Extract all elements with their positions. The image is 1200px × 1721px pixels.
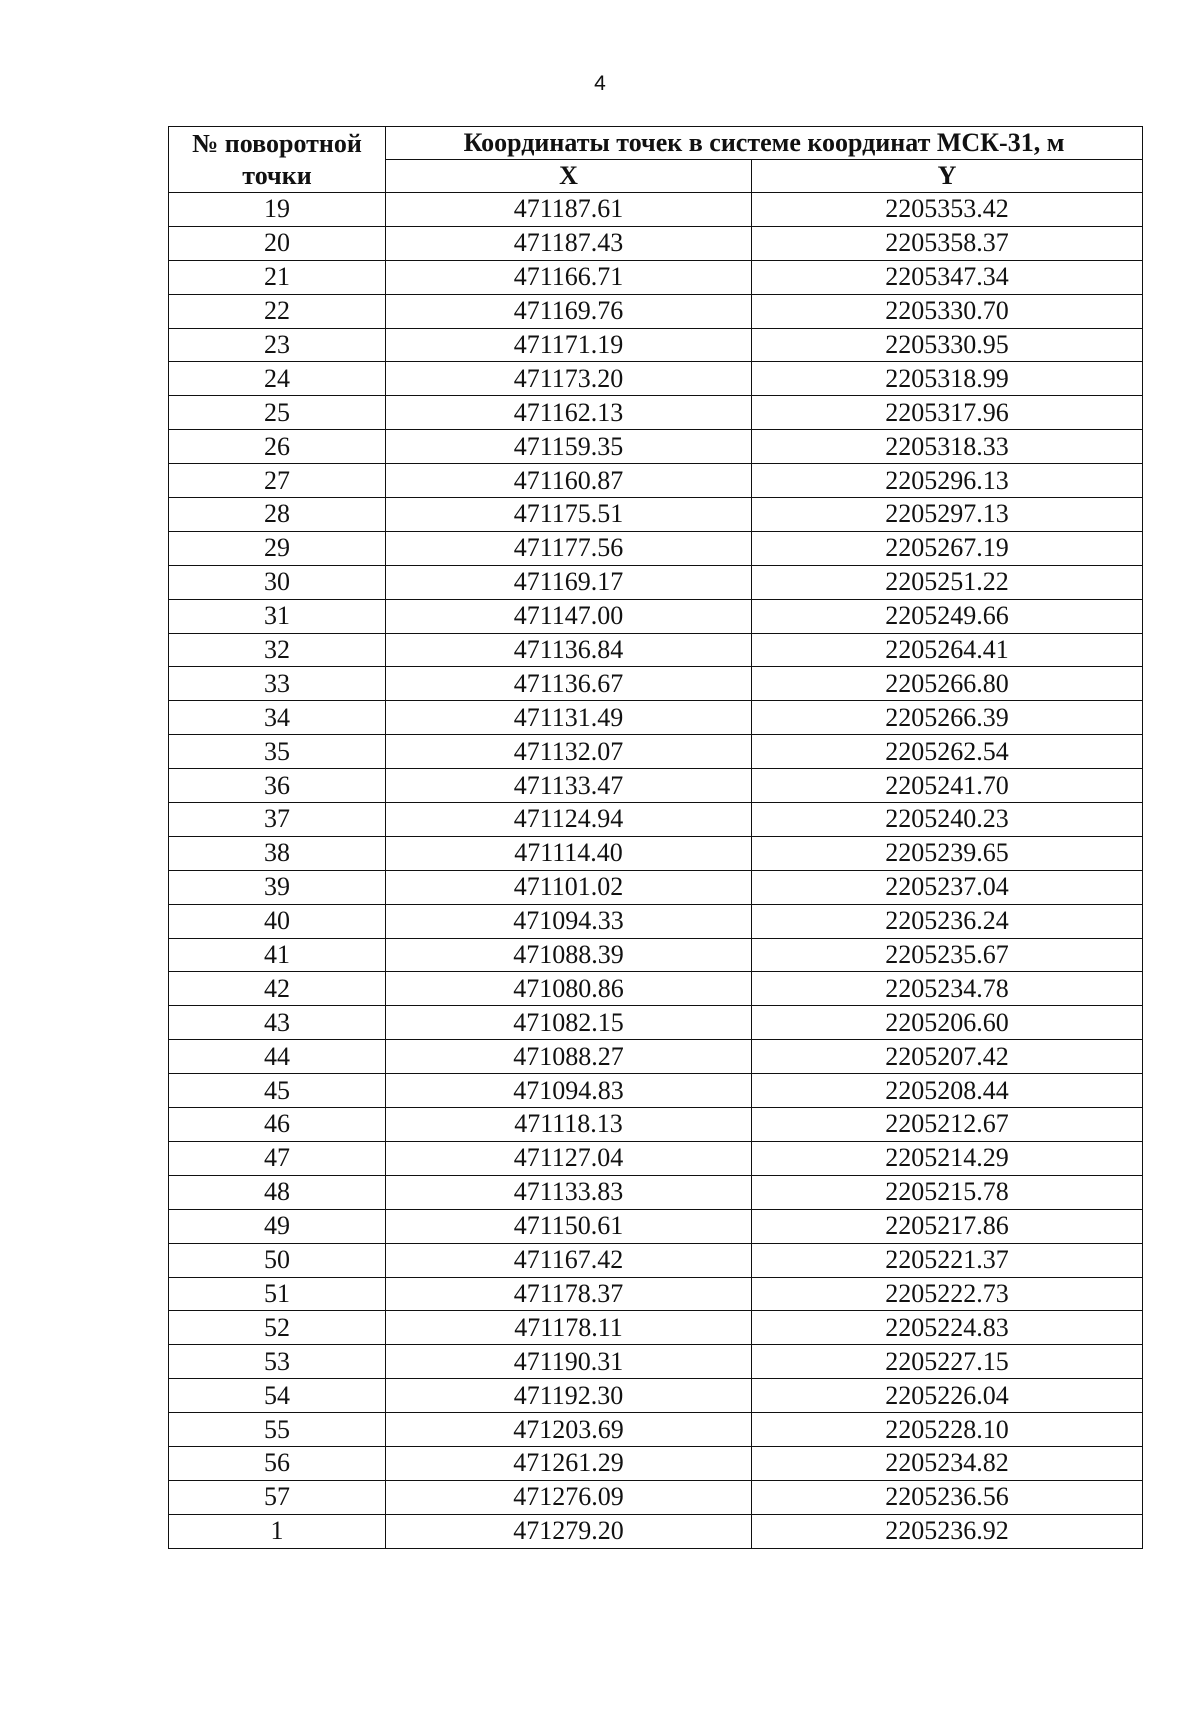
y-coordinate-cell: 2205234.82 bbox=[752, 1446, 1143, 1480]
x-coordinate-cell: 471147.00 bbox=[386, 599, 752, 633]
y-coordinate-cell: 2205239.65 bbox=[752, 836, 1143, 870]
x-coordinate-cell: 471175.51 bbox=[386, 498, 752, 532]
table-row bbox=[169, 803, 1143, 837]
table-row bbox=[169, 498, 1143, 532]
table-row bbox=[169, 1514, 1143, 1548]
point-number-header-line2: точки bbox=[242, 160, 312, 190]
point-number-cell: 46 bbox=[169, 1108, 386, 1142]
table-row bbox=[169, 1413, 1143, 1447]
x-coordinate-cell: 471178.37 bbox=[386, 1277, 752, 1311]
table-row bbox=[169, 599, 1143, 633]
table-row bbox=[169, 226, 1143, 260]
y-coordinate-cell: 2205234.78 bbox=[752, 972, 1143, 1006]
table-row bbox=[169, 904, 1143, 938]
point-number-cell: 29 bbox=[169, 531, 386, 565]
y-coordinate-cell: 2205224.83 bbox=[752, 1311, 1143, 1345]
x-coordinate-cell: 471190.31 bbox=[386, 1345, 752, 1379]
point-number-cell: 1 bbox=[169, 1514, 386, 1548]
point-number-cell: 25 bbox=[169, 396, 386, 430]
x-coordinate-cell: 471187.43 bbox=[386, 226, 752, 260]
y-coordinate-cell: 2205241.70 bbox=[752, 769, 1143, 803]
table-row bbox=[169, 1345, 1143, 1379]
point-number-cell: 56 bbox=[169, 1446, 386, 1480]
point-number-cell: 21 bbox=[169, 260, 386, 294]
point-number-cell: 49 bbox=[169, 1209, 386, 1243]
x-coordinate-cell: 471118.13 bbox=[386, 1108, 752, 1142]
y-coordinate-cell: 2205236.92 bbox=[752, 1514, 1143, 1548]
y-coordinate-cell: 2205215.78 bbox=[752, 1175, 1143, 1209]
y-coordinate-cell: 2205318.99 bbox=[752, 362, 1143, 396]
y-coordinate-cell: 2205249.66 bbox=[752, 599, 1143, 633]
y-coordinate-cell: 2205237.04 bbox=[752, 870, 1143, 904]
y-coordinate-cell: 2205227.15 bbox=[752, 1345, 1143, 1379]
x-coordinate-cell: 471136.67 bbox=[386, 667, 752, 701]
y-coordinate-cell: 2205267.19 bbox=[752, 531, 1143, 565]
point-number-cell: 55 bbox=[169, 1413, 386, 1447]
point-number-cell: 45 bbox=[169, 1074, 386, 1108]
x-coordinate-cell: 471124.94 bbox=[386, 803, 752, 837]
x-coordinate-cell: 471132.07 bbox=[386, 735, 752, 769]
y-coordinate-cell: 2205251.22 bbox=[752, 565, 1143, 599]
table-row bbox=[169, 531, 1143, 565]
table-row bbox=[169, 260, 1143, 294]
point-number-cell: 48 bbox=[169, 1175, 386, 1209]
table-row bbox=[169, 464, 1143, 498]
x-coordinate-cell: 471167.42 bbox=[386, 1243, 752, 1277]
point-number-cell: 27 bbox=[169, 464, 386, 498]
point-number-cell: 42 bbox=[169, 972, 386, 1006]
y-coordinate-cell: 2205226.04 bbox=[752, 1379, 1143, 1413]
point-number-cell: 54 bbox=[169, 1379, 386, 1413]
point-number-cell: 23 bbox=[169, 328, 386, 362]
point-number-cell: 30 bbox=[169, 565, 386, 599]
y-coordinate-cell: 2205222.73 bbox=[752, 1277, 1143, 1311]
table-row bbox=[169, 1209, 1143, 1243]
y-coordinate-cell: 2205297.13 bbox=[752, 498, 1143, 532]
point-number-cell: 51 bbox=[169, 1277, 386, 1311]
x-coordinate-cell: 471171.19 bbox=[386, 328, 752, 362]
table-row bbox=[169, 633, 1143, 667]
x-coordinate-cell: 471080.86 bbox=[386, 972, 752, 1006]
y-coordinate-cell: 2205330.95 bbox=[752, 328, 1143, 362]
header-row-top bbox=[169, 127, 1143, 160]
y-coordinate-cell: 2205206.60 bbox=[752, 1006, 1143, 1040]
table-row bbox=[169, 294, 1143, 328]
table-row bbox=[169, 1175, 1143, 1209]
x-coordinate-cell: 471173.20 bbox=[386, 362, 752, 396]
x-coordinate-cell: 471094.33 bbox=[386, 904, 752, 938]
table-row bbox=[169, 1074, 1143, 1108]
y-coordinate-cell: 2205264.41 bbox=[752, 633, 1143, 667]
table-row bbox=[169, 1141, 1143, 1175]
table-row bbox=[169, 1480, 1143, 1514]
y-coordinate-cell: 2205221.37 bbox=[752, 1243, 1143, 1277]
x-coordinate-cell: 471114.40 bbox=[386, 836, 752, 870]
table-row bbox=[169, 701, 1143, 735]
coordinates-table bbox=[168, 126, 1143, 1549]
x-coordinate-cell: 471192.30 bbox=[386, 1379, 752, 1413]
y-coordinate-cell: 2205262.54 bbox=[752, 735, 1143, 769]
x-coordinate-cell: 471094.83 bbox=[386, 1074, 752, 1108]
x-coordinate-cell: 471178.11 bbox=[386, 1311, 752, 1345]
point-number-cell: 38 bbox=[169, 836, 386, 870]
table-row bbox=[169, 1446, 1143, 1480]
point-number-header bbox=[169, 127, 386, 193]
y-coordinate-cell: 2205240.23 bbox=[752, 803, 1143, 837]
y-coordinate-cell: 2205330.70 bbox=[752, 294, 1143, 328]
table-row bbox=[169, 565, 1143, 599]
point-number-cell: 53 bbox=[169, 1345, 386, 1379]
point-number-cell: 44 bbox=[169, 1040, 386, 1074]
point-number-cell: 20 bbox=[169, 226, 386, 260]
x-coordinate-cell: 471150.61 bbox=[386, 1209, 752, 1243]
x-coordinate-cell: 471261.29 bbox=[386, 1446, 752, 1480]
table-row bbox=[169, 328, 1143, 362]
y-coordinate-cell: 2205217.86 bbox=[752, 1209, 1143, 1243]
x-coordinate-cell: 471177.56 bbox=[386, 531, 752, 565]
y-coordinate-cell: 2205236.24 bbox=[752, 904, 1143, 938]
x-coordinate-cell: 471133.83 bbox=[386, 1175, 752, 1209]
y-coordinate-cell: 2205212.67 bbox=[752, 1108, 1143, 1142]
x-coordinate-cell: 471203.69 bbox=[386, 1413, 752, 1447]
table-row bbox=[169, 193, 1143, 227]
point-number-cell: 32 bbox=[169, 633, 386, 667]
table-header bbox=[169, 127, 1143, 193]
x-coordinate-cell: 471160.87 bbox=[386, 464, 752, 498]
x-coordinate-cell: 471101.02 bbox=[386, 870, 752, 904]
x-coordinate-cell: 471133.47 bbox=[386, 769, 752, 803]
point-number-cell: 57 bbox=[169, 1480, 386, 1514]
x-coordinate-cell: 471088.27 bbox=[386, 1040, 752, 1074]
page-number: 4 bbox=[594, 72, 606, 95]
table-row bbox=[169, 735, 1143, 769]
y-coordinate-cell: 2205236.56 bbox=[752, 1480, 1143, 1514]
x-coordinate-cell: 471159.35 bbox=[386, 430, 752, 464]
point-number-cell: 52 bbox=[169, 1311, 386, 1345]
x-coordinate-cell: 471187.61 bbox=[386, 193, 752, 227]
point-number-cell: 37 bbox=[169, 803, 386, 837]
y-coordinate-cell: 2205358.37 bbox=[752, 226, 1143, 260]
x-coordinate-cell: 471088.39 bbox=[386, 938, 752, 972]
point-number-cell: 50 bbox=[169, 1243, 386, 1277]
point-number-cell: 34 bbox=[169, 701, 386, 735]
y-coordinate-cell: 2205266.39 bbox=[752, 701, 1143, 735]
point-number-cell: 28 bbox=[169, 498, 386, 532]
table-row bbox=[169, 1277, 1143, 1311]
y-coordinate-cell: 2205208.44 bbox=[752, 1074, 1143, 1108]
point-number-cell: 31 bbox=[169, 599, 386, 633]
x-coordinate-cell: 471169.76 bbox=[386, 294, 752, 328]
table-row bbox=[169, 1311, 1143, 1345]
table-body bbox=[169, 193, 1143, 1549]
table-row bbox=[169, 1379, 1143, 1413]
x-coordinate-cell: 471166.71 bbox=[386, 260, 752, 294]
y-coordinate-cell: 2205235.67 bbox=[752, 938, 1143, 972]
point-number-cell: 40 bbox=[169, 904, 386, 938]
table-row bbox=[169, 1243, 1143, 1277]
x-coordinate-cell: 471162.13 bbox=[386, 396, 752, 430]
x-coordinate-cell: 471131.49 bbox=[386, 701, 752, 735]
coordinates-header: Координаты точек в системе координат МСК-31, м bbox=[386, 127, 1143, 160]
y-coordinate-cell: 2205318.33 bbox=[752, 430, 1143, 464]
x-coordinate-cell: 471276.09 bbox=[386, 1480, 752, 1514]
point-number-cell: 33 bbox=[169, 667, 386, 701]
table-row bbox=[169, 667, 1143, 701]
point-number-header-line1: № поворотной bbox=[192, 128, 362, 158]
x-coordinate-cell: 471082.15 bbox=[386, 1006, 752, 1040]
point-number-cell: 35 bbox=[169, 735, 386, 769]
table-row bbox=[169, 362, 1143, 396]
y-coordinate-cell: 2205353.42 bbox=[752, 193, 1143, 227]
point-number-cell: 36 bbox=[169, 769, 386, 803]
y-coordinate-cell: 2205266.80 bbox=[752, 667, 1143, 701]
point-number-cell: 19 bbox=[169, 193, 386, 227]
point-number-cell: 47 bbox=[169, 1141, 386, 1175]
table-row bbox=[169, 430, 1143, 464]
x-coordinate-cell: 471136.84 bbox=[386, 633, 752, 667]
point-number-cell: 24 bbox=[169, 362, 386, 396]
x-coordinate-cell: 471279.20 bbox=[386, 1514, 752, 1548]
point-number-cell: 43 bbox=[169, 1006, 386, 1040]
x-coordinate-cell: 471127.04 bbox=[386, 1141, 752, 1175]
y-coordinate-cell: 2205228.10 bbox=[752, 1413, 1143, 1447]
y-coordinate-cell: 2205214.29 bbox=[752, 1141, 1143, 1175]
point-number-cell: 39 bbox=[169, 870, 386, 904]
y-coordinate-cell: 2205296.13 bbox=[752, 464, 1143, 498]
x-coordinate-cell: 471169.17 bbox=[386, 565, 752, 599]
table-row bbox=[169, 1108, 1143, 1142]
table-row bbox=[169, 769, 1143, 803]
table-row bbox=[169, 836, 1143, 870]
y-coordinate-cell: 2205207.42 bbox=[752, 1040, 1143, 1074]
point-number-cell: 22 bbox=[169, 294, 386, 328]
table-row bbox=[169, 972, 1143, 1006]
y-coordinate-cell: 2205347.34 bbox=[752, 260, 1143, 294]
table-row bbox=[169, 396, 1143, 430]
table-row bbox=[169, 938, 1143, 972]
point-number-cell: 26 bbox=[169, 430, 386, 464]
table-row bbox=[169, 1040, 1143, 1074]
table-row bbox=[169, 870, 1143, 904]
y-column-header: Y bbox=[752, 160, 1143, 193]
x-column-header: X bbox=[386, 160, 752, 193]
point-number-cell: 41 bbox=[169, 938, 386, 972]
table-row bbox=[169, 1006, 1143, 1040]
y-coordinate-cell: 2205317.96 bbox=[752, 396, 1143, 430]
